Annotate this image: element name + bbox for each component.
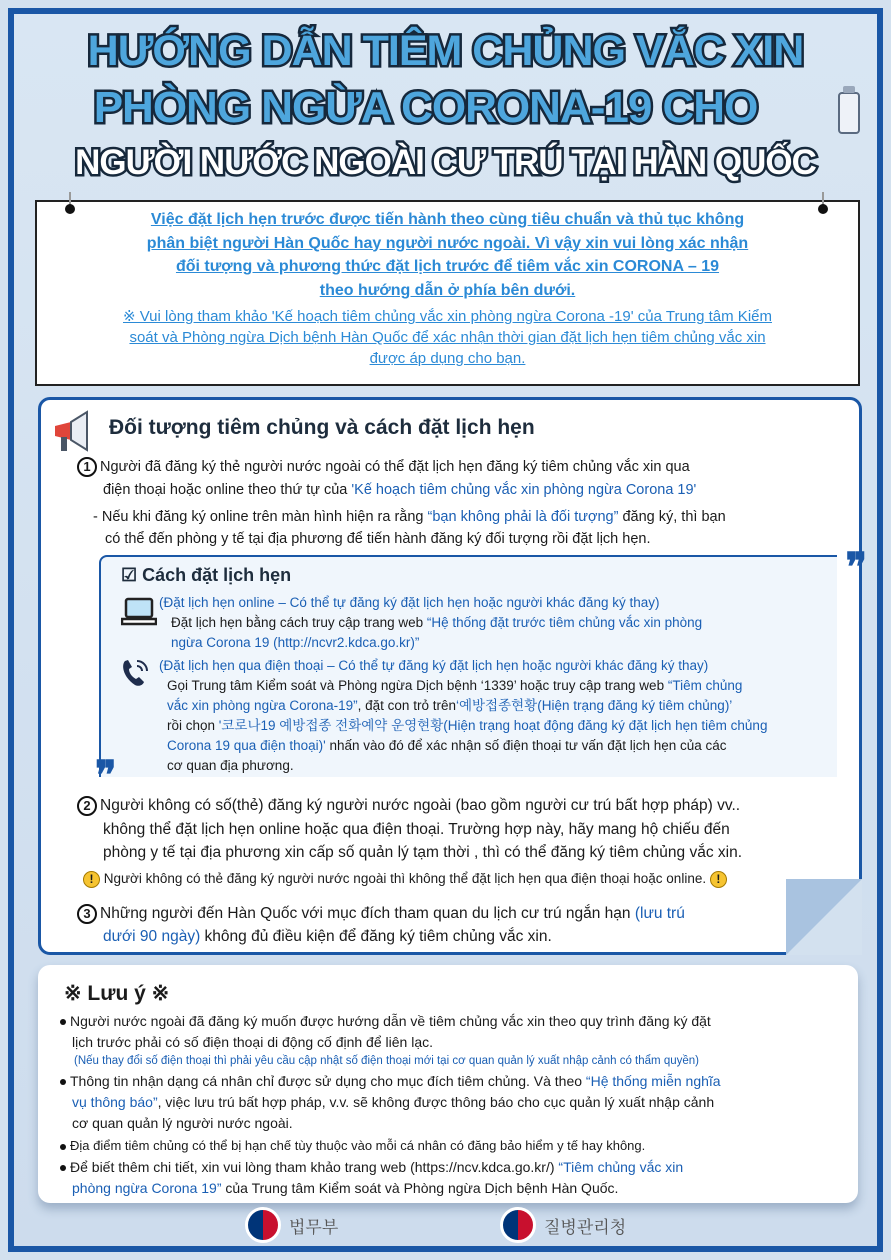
main-card bbox=[38, 397, 867, 955]
text: Gọi Trung tâm Kiểm soát và Phòng ngừa Dịch bệnh ‘1339’ hoặc truy cập trang web bbox=[167, 678, 668, 693]
text: Người nước ngoài đã đăng ký muốn được hướng dẫn về tiêm chủng vắc xin theo quy trình đăng ký đặt bbox=[70, 1013, 711, 1029]
text: rồi chọn bbox=[167, 718, 219, 733]
item-3-line-1 bbox=[77, 903, 685, 925]
logo-text: 법무부 bbox=[289, 1217, 339, 1237]
item-1-dash-2: có thể đến phòng y tế tại địa phương để tiến hành đăng ký đối tượng rồi đặt lịch hẹn. bbox=[105, 531, 651, 547]
intro-line: đối tượng và phương thức đặt lịch trước để tiêm vắc xin CORONA – 19 bbox=[175, 258, 720, 275]
text: “Hệ thống miễn nghĩa bbox=[585, 1073, 721, 1089]
logo-text: 질병관리청 bbox=[544, 1217, 627, 1237]
text: Để biết thêm chi tiết, xin vui lòng tham khảo trang web (https://ncv.kdca.go.kr/) bbox=[70, 1159, 559, 1175]
government-emblem-icon bbox=[500, 1207, 536, 1243]
item-2-line-2: không thể đặt lịch hẹn online hoặc qua điện thoại. Trường hợp này, hãy mang hộ chiếu đến bbox=[103, 821, 730, 838]
text: “Hệ thống đặt trước tiêm chủng vắc xin phòng bbox=[426, 615, 703, 630]
title-line-2: PHÒNG NGỪA CORONA-19 CHO bbox=[93, 83, 758, 132]
text: (lưu trú bbox=[634, 905, 685, 922]
text: Corona 19 qua điện thoại)' bbox=[167, 738, 326, 753]
phone-title: (Đặt lịch hẹn qua điện thoại – Có thể tự đăng ký đặt lịch hẹn hoặc người khác đăng ký thay) bbox=[159, 658, 709, 673]
phone-line-1 bbox=[167, 676, 742, 696]
text: vụ thông báo” bbox=[72, 1094, 158, 1110]
kdca-logo bbox=[500, 1207, 626, 1243]
item-2-line-1 bbox=[77, 795, 740, 817]
text: nhấn vào đó để xác nhận số điện thoại tư vấn đặt lịch hẹn của các bbox=[325, 738, 727, 753]
bullet-icon bbox=[60, 1019, 66, 1025]
ref-line: được áp dụng cho bạn. bbox=[369, 350, 526, 367]
item-1-line-1 bbox=[77, 456, 690, 478]
text: , việc lưu trú bất hợp pháp, v.v. sẽ không được thông báo cho cục quản lý xuất nhập cảnh bbox=[157, 1094, 715, 1110]
text: Địa điểm tiêm chủng có thể bị hạn chế tùy thuộc vào mỗi cá nhân có đăng bảo hiểm y tế hay không. bbox=[70, 1138, 646, 1153]
ref-line: ※ Vui lòng tham khảo 'Kế hoạch tiêm chủng vắc xin phòng ngừa Corona -19' của Trung tâm Kiểm bbox=[123, 308, 772, 325]
text: Cách đặt lịch hẹn bbox=[142, 565, 292, 585]
government-emblem-icon bbox=[245, 1207, 281, 1243]
intro-box bbox=[35, 200, 860, 386]
note-2-line-3: cơ quan quản lý người nước ngoài. bbox=[72, 1115, 293, 1131]
number-badge: 1 bbox=[77, 457, 97, 477]
title-line-3: NGƯỜI NƯỚC NGOÀI CƯ TRÚ TẠI HÀN QUỐC bbox=[75, 143, 816, 182]
text: Người không có thẻ đăng ký người nước ngoài thì không thể đặt lịch hẹn qua điện thoại hoặc online. bbox=[103, 871, 707, 886]
plan-reference: 'Kế hoạch tiêm chủng vắc xin phòng ngừa Corona 19' bbox=[351, 482, 697, 498]
text: Thông tin nhận dạng cá nhân chỉ được sử dụng cho mục đích tiêm chủng. Và theo bbox=[70, 1073, 586, 1089]
phone-icon bbox=[119, 657, 151, 689]
text: “Tiêm chủng bbox=[667, 678, 743, 693]
item-1-dash-1 bbox=[93, 506, 726, 528]
pin-icon bbox=[65, 192, 75, 214]
note-1-line-2: lịch trước phải có số điện thoại di động cố định để liên lạc. bbox=[72, 1034, 433, 1050]
text: '코로나19 예방접종 전화예약 운영현황(Hiện trạng hoạt động đăng ký đặt lịch hẹn tiêm chủng bbox=[218, 718, 768, 733]
page-fold-corner bbox=[786, 879, 862, 955]
laptop-icon bbox=[121, 597, 157, 627]
warning-icon: ! bbox=[710, 871, 727, 888]
note-2-line-2 bbox=[72, 1092, 714, 1113]
checkbox-icon: ☑ bbox=[121, 565, 143, 585]
warning-icon: ! bbox=[83, 871, 100, 888]
text: của Trung tâm Kiểm soát và Phòng ngừa Dịch bệnh Hàn Quốc. bbox=[221, 1180, 619, 1196]
text: đăng ký, thì bạn bbox=[618, 509, 726, 525]
note-2-line-1 bbox=[60, 1071, 721, 1092]
online-title: (Đặt lịch hẹn online – Có thể tự đăng ký đặt lịch hẹn hoặc người khác đăng ký thay) bbox=[159, 595, 660, 610]
booking-heading bbox=[121, 565, 291, 586]
intro-line: theo hướng dẫn ở phía bên dưới. bbox=[319, 281, 576, 299]
intro-main bbox=[37, 208, 858, 302]
text: - Nếu khi đăng ký online trên màn hình hiện ra rằng bbox=[93, 509, 428, 525]
phone-line-3 bbox=[167, 716, 767, 736]
ref-line: soát và Phòng ngừa Dịch bệnh Hàn Quốc để xác nhận thời gian đặt lịch hẹn tiêm chủng vắc xin bbox=[129, 329, 766, 346]
text: Người đã đăng ký thẻ người nước ngoài có thể đặt lịch hẹn đăng ký tiêm chủng vắc xin qua bbox=[100, 459, 690, 475]
text: ‘예방접종현황(Hiện trạng đăng ký tiêm chủng)’ bbox=[455, 698, 733, 713]
megaphone-icon bbox=[49, 410, 95, 454]
intro-line: phân biệt người Hàn Quốc hay người nước ngoài. Vì vậy xin vui lòng xác nhận bbox=[146, 234, 749, 252]
text: dưới 90 ngày) bbox=[103, 928, 201, 945]
note-1-sub: (Nếu thay đổi số điện thoại thì phải yêu cầu cập nhật số điện thoại mới tại cơ quan quản lý xuất nhập cảnh có thẩm quyền) bbox=[74, 1055, 699, 1067]
intro-reference bbox=[37, 306, 858, 369]
pin-icon bbox=[818, 192, 828, 214]
phone-line-5: cơ quan địa phương. bbox=[167, 758, 294, 773]
booking-box bbox=[95, 544, 867, 799]
notes-heading: ※ Lưu ý ※ bbox=[64, 982, 170, 1005]
note-1-line-1 bbox=[60, 1011, 711, 1032]
text: điện thoại hoặc online theo thứ tự của bbox=[103, 482, 352, 498]
text: Người không có số(thẻ) đăng ký người nước ngoài (bao gồm người cư trú bất hợp pháp) vv.. bbox=[100, 797, 741, 814]
bullet-icon bbox=[60, 1144, 66, 1150]
item-2-line-3: phòng y tế tại địa phương xin cấp số quản lý tạm thời , thì có thể đăng ký tiêm chủng vắc xin. bbox=[103, 844, 743, 861]
text: phòng ngừa Corona 19” bbox=[72, 1180, 222, 1196]
text: , đặt con trỏ trên bbox=[357, 698, 456, 713]
text: Những người đến Hàn Quốc với mục đích tham quan du lịch cư trú ngắn hạn bbox=[100, 905, 635, 922]
online-line-1 bbox=[171, 613, 702, 633]
quote-open-icon: ❞ bbox=[845, 544, 867, 591]
vaccine-vial-icon bbox=[838, 92, 860, 134]
title-line-1: HƯỚNG DẪN TIÊM CHỦNG VẮC XIN bbox=[87, 27, 804, 75]
note-4-line-1 bbox=[60, 1157, 683, 1178]
number-badge: 2 bbox=[77, 796, 97, 816]
phone-line-2 bbox=[167, 696, 732, 716]
number-badge: 3 bbox=[77, 904, 97, 924]
text: “Tiêm chủng vắc xin bbox=[558, 1159, 684, 1175]
item-3-line-2 bbox=[103, 926, 552, 948]
item-2-warning bbox=[83, 868, 727, 890]
text: vắc xin phòng ngừa Corona-19” bbox=[167, 698, 358, 713]
phone-line-4 bbox=[167, 736, 727, 756]
text: Đặt lịch hẹn bằng cách truy cập trang web bbox=[171, 615, 427, 630]
online-url[interactable]: ngừa Corona 19 (http://ncvr2.kdca.go.kr)” bbox=[171, 635, 420, 650]
bullet-icon bbox=[60, 1165, 66, 1171]
bullet-icon bbox=[60, 1079, 66, 1085]
text: không đủ điều kiện để đăng ký tiêm chủng vắc xin. bbox=[200, 928, 552, 945]
quote-close-icon: ❞ bbox=[95, 752, 117, 799]
intro-line: Việc đặt lịch hẹn trước được tiến hành theo cùng tiêu chuẩn và thủ tục không bbox=[150, 211, 745, 228]
item-1-line-2 bbox=[103, 479, 696, 501]
note-3 bbox=[60, 1135, 645, 1156]
notes-card bbox=[38, 965, 858, 1203]
ministry-of-justice-logo bbox=[245, 1207, 338, 1243]
text: “bạn không phải là đối tượng” bbox=[427, 509, 619, 525]
section-heading: Đối tượng tiêm chủng và cách đặt lịch hẹn bbox=[109, 416, 535, 439]
note-4-line-2 bbox=[72, 1178, 618, 1199]
